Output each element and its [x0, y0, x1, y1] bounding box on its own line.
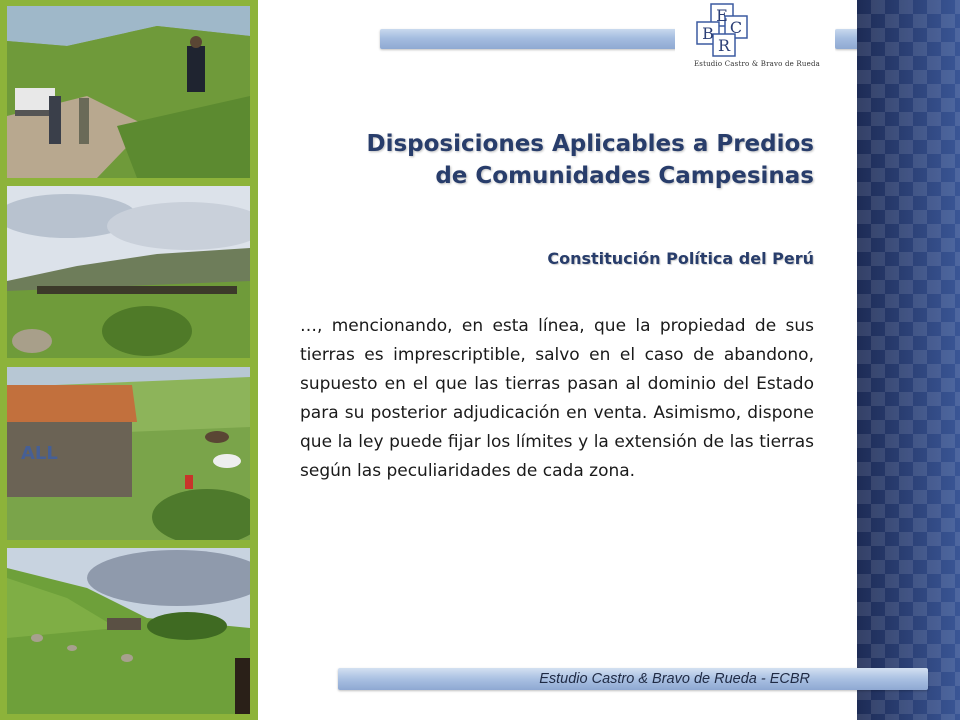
slide-subtitle: Constitución Política del Perú: [547, 249, 814, 268]
header-bar-left: [380, 29, 680, 49]
slide-body-text: …, mencionando, en esta línea, que la propiedad de sus tierras es imprescriptible, salvo en el caso de abandono, supuesto en el que las tierras pasan al dominio del Estado para su posterior adjudicación en venta. Asimismo, dispone que la ley puede fijar los límites y la extensión de las tierras según las peculiaridades de cada zona.: [300, 316, 814, 481]
slide-title-line1: Disposiciones Aplicables a Predios: [366, 131, 814, 157]
svg-text:R: R: [717, 36, 731, 55]
svg-text:B: B: [702, 24, 714, 43]
slide-title: [344, 128, 814, 192]
ecbr-monogram-icon: [689, 2, 755, 60]
svg-text:E: E: [716, 6, 728, 25]
photo-farm-house: [7, 367, 250, 540]
decorative-pattern: [857, 0, 960, 720]
slide-title-line2: de Comunidades Campesinas: [435, 163, 814, 189]
footer-text: Estudio Castro & Bravo de Rueda - ECBR: [539, 671, 810, 687]
photo-valley: [7, 186, 250, 358]
photo-pasture: [7, 548, 250, 714]
photo-strip: [0, 0, 258, 720]
svg-text:ALL: ALL: [21, 443, 58, 464]
logo-caption: Estudio Castro & Bravo de Rueda: [693, 60, 821, 68]
photo-hillside-road: [7, 6, 250, 178]
ecbr-logo: [675, 0, 835, 74]
svg-text:C: C: [729, 18, 743, 37]
